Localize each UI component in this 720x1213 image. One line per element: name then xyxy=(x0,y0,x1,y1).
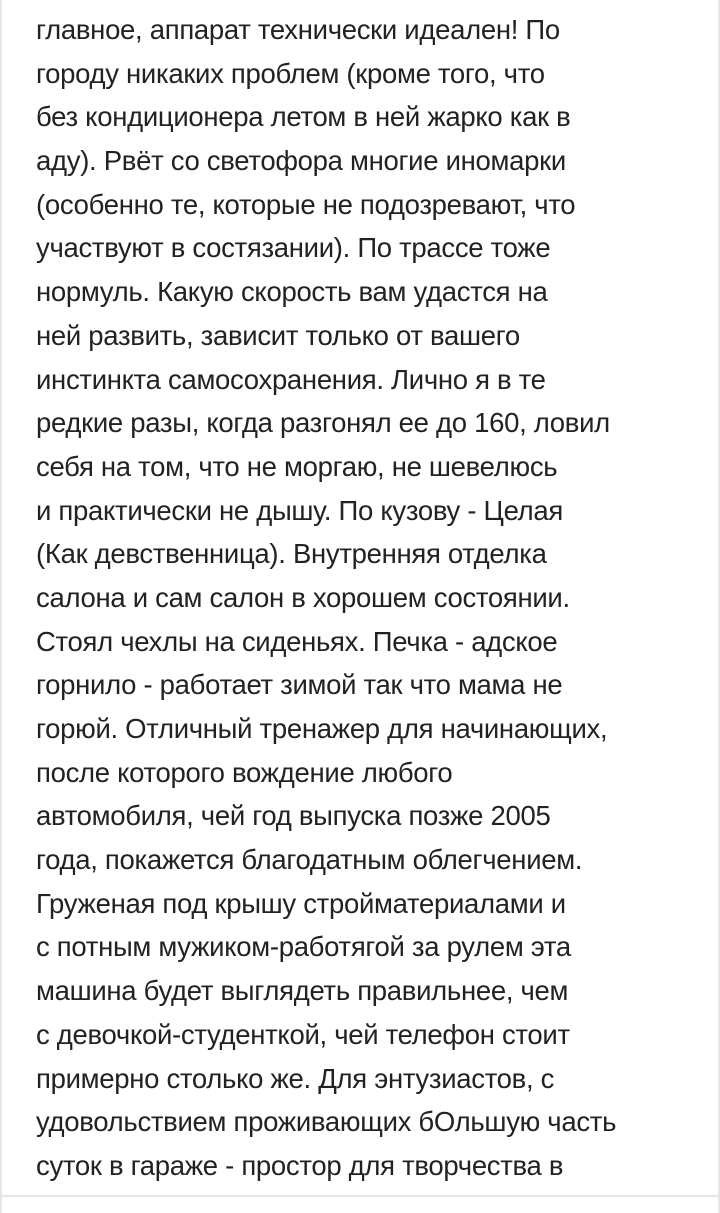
review-line: аду). Рвёт со светофора многие иномарки xyxy=(36,145,566,177)
review-line: участвуют в состязании). По трассе тоже xyxy=(36,232,551,264)
review-line: нормуль. Какую скорость вам удастся на xyxy=(36,276,548,308)
review-line: салона и сам салон в хорошем состоянии. xyxy=(36,581,570,613)
review-line: (Как девственница). Внутренняя отделка xyxy=(36,538,547,570)
review-line: городу никаких проблем (кроме того, что xyxy=(36,57,545,89)
review-body xyxy=(36,8,616,1213)
review-line: с девочкой-студенткой, чей телефон стоит xyxy=(36,1018,570,1050)
review-line: с потным мужиком-работягой за рулем эта xyxy=(36,931,571,963)
review-line: года, покажется благодатным облегчением. xyxy=(36,844,583,876)
review-line: главное, аппарат технически идеален! По xyxy=(36,14,560,45)
review-line: и практически не дышу. По кузову - Целая xyxy=(36,494,563,526)
review-line: удовольствием проживающих бОльшую часть xyxy=(36,1106,617,1138)
review-line: редкие разы, когда разгонял ее до 160, ловил xyxy=(36,407,610,439)
review-line: машина будет выглядеть правильнее, чем xyxy=(36,975,569,1007)
review-line: Стоял чехлы на сиденьях. Печка - адское xyxy=(36,625,558,657)
review-line: суток в гараже - простор для творчества в xyxy=(36,1149,564,1181)
bottom-divider xyxy=(2,1195,718,1213)
review-line: горюй. Отличный тренажер для начинающих, xyxy=(36,713,608,744)
review-line: (особенно те, которые не подозревают, что xyxy=(36,188,576,220)
review-line: после которого вождение любого xyxy=(36,756,453,788)
review-line: себя на том, что не моргаю, не шевелюсь xyxy=(36,450,558,482)
review-line: Груженая под крышу стройматериалами и xyxy=(36,887,566,919)
review-line: автомобиля, чей год выпуска позже 2005 xyxy=(36,800,551,832)
review-line: примерно столько же. Для энтузиастов, с xyxy=(36,1062,555,1094)
review-line: без кондиционера летом в ней жарко как в xyxy=(36,101,571,133)
review-line: ней развить, зависит только от вашего xyxy=(36,319,520,351)
review-line: инстинкта самосохранения. Лично я в те xyxy=(36,363,546,395)
review-line: горнило - работает зимой так что мама не xyxy=(36,669,563,701)
